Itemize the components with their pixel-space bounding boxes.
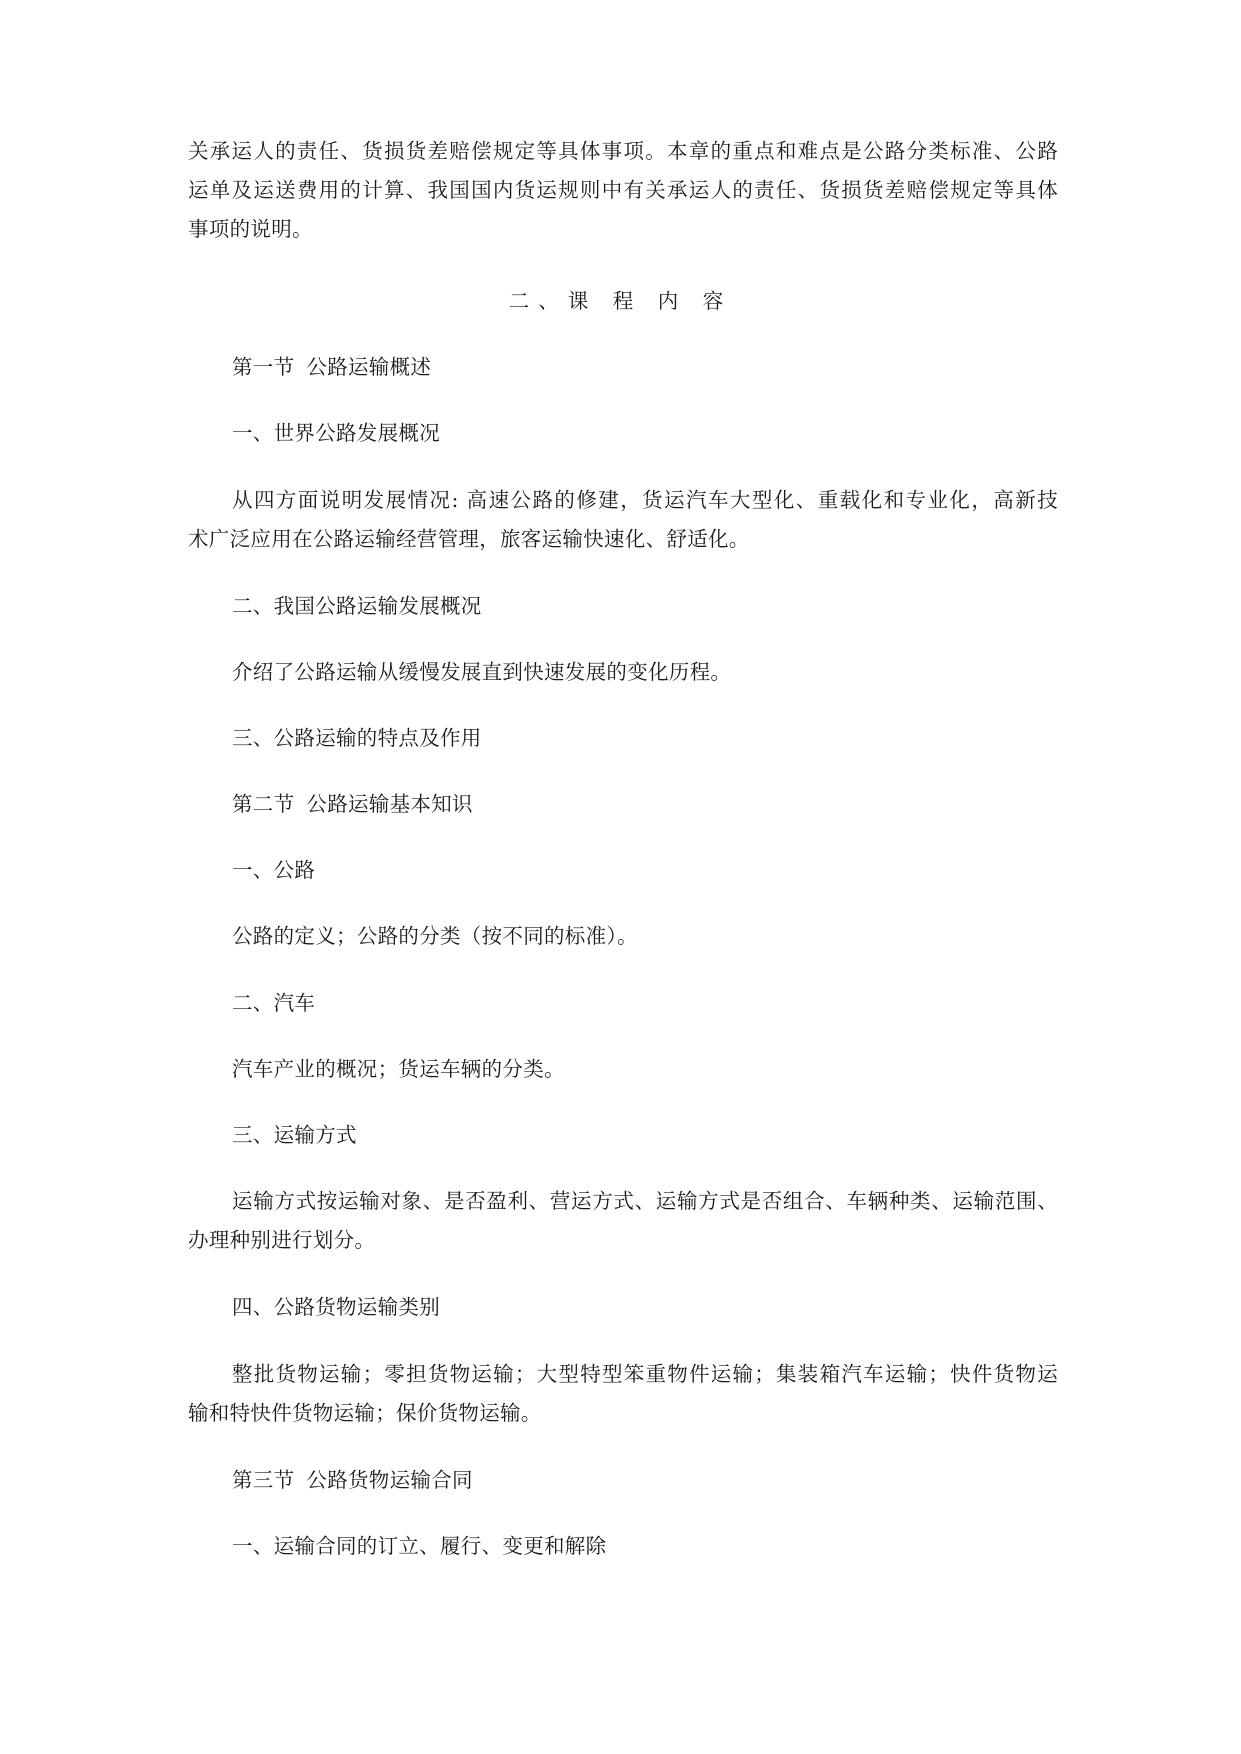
section-3-heading [232, 1467, 1058, 1493]
section-2-item-4-text-line-1: 整批货物运输；零担货物运输；大型特型笨重物件运输；集装箱汽车运输；快件货物运 [232, 1362, 1058, 1386]
intro-line-3: 事项的说明。 [188, 217, 313, 241]
section-2-item-4: 四、公路货物运输类别 [232, 1295, 440, 1319]
section-2-item-4-text-line-2: 输和特快件货物运输；保价货物运输。 [188, 1401, 542, 1425]
section-1-heading [232, 354, 1058, 380]
section-1-item-2-text: 介绍了公路运输从缓慢发展直到快速发展的变化历程。 [232, 660, 732, 684]
section-2-item-3-text-line-1: 运输方式按运输对象、是否盈利、营运方式、运输方式是否组合、车辆种类、运输范围、 [232, 1189, 1058, 1213]
section-2-label: 第二节 [232, 792, 295, 816]
section-2-item-3-text-line-2: 办理种别进行划分。 [188, 1228, 376, 1252]
intro-line-2: 运单及运送费用的计算、我国国内货运规则中有关承运人的责任、货损货差赔偿规定等具体 [188, 178, 1058, 202]
section-3-title: 公路货物运输合同 [306, 1468, 473, 1492]
section-2-item-2-text: 汽车产业的概况；货运车辆的分类。 [232, 1057, 565, 1081]
section-1-item-1: 一、世界公路发展概况 [232, 421, 440, 445]
section-2-title: 公路运输基本知识 [306, 792, 473, 816]
section-2-item-2: 二、汽车 [232, 991, 316, 1015]
section-2-item-1: 一、公路 [232, 858, 316, 882]
section-1-label: 第一节 [232, 355, 295, 379]
section-2-heading [232, 791, 1058, 817]
section-1-item-2: 二、我国公路运输发展概况 [232, 594, 482, 618]
section-1-item-1-text-line-1: 从四方面说明发展情况: 高速公路的修建，货运汽车大型化、重载化和专业化，高新技 [232, 488, 1058, 512]
section-1-title: 公路运输概述 [306, 355, 432, 379]
section-heading: 二、课 程 内 容 [508, 289, 733, 313]
section-2-item-1-text: 公路的定义；公路的分类（按不同的标准）。 [232, 924, 638, 948]
section-1-item-1-text-line-2: 术广泛应用在公路运输经营管理，旅客运输快速化、舒适化。 [188, 527, 750, 551]
intro-line-1: 关承运人的责任、货损货差赔偿规定等具体事项。本章的重点和难点是公路分类标准、公路 [188, 139, 1058, 163]
section-2-item-3: 三、运输方式 [232, 1123, 357, 1147]
section-3-item-1: 一、运输合同的订立、履行、变更和解除 [232, 1534, 607, 1558]
section-1-item-3: 三、公路运输的特点及作用 [232, 726, 482, 750]
section-3-label: 第三节 [232, 1468, 295, 1492]
